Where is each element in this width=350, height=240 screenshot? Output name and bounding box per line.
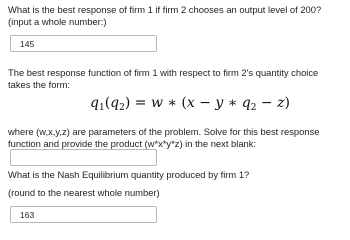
question-2-explanation: where (w,x,y,z) are parameters of the problem. Solve for this best response function and provide the product (w*x*y*z) in the next blank:: [8, 126, 320, 149]
answer-1-input[interactable]: 145: [10, 35, 157, 52]
answer-3-input[interactable]: 163: [10, 206, 157, 223]
formula-q2-subscript: 2: [119, 103, 125, 113]
question-3-note: (round to the nearest whole number): [8, 187, 160, 198]
formula-close-paren: ): [284, 95, 290, 111]
formula-equals: =: [134, 95, 147, 111]
formula-open-paren: (: [181, 95, 187, 111]
formula-q-var: q: [90, 95, 99, 111]
formula-y: y: [215, 95, 224, 111]
formula-q-arg-var: q: [110, 95, 120, 111]
formula-x: x: [186, 95, 195, 111]
formula-q1-subscript: 1: [98, 103, 105, 113]
question-1-text: What is the best response of firm 1 if firm 2 chooses an output level of 200? (input a whole number:): [8, 4, 322, 27]
best-response-formula: $q_1(q_2) = w$ ∗ (x − y ∗ $q_2 - z$): [90, 95, 290, 113]
formula-times-1: ∗: [167, 95, 177, 111]
formula-times-2: ∗: [227, 95, 238, 111]
formula-minus-1: −: [199, 95, 211, 111]
question-2-text: The best response function of firm 1 with respect to firm 2's quantity choice takes the form:: [8, 67, 319, 90]
formula-z: z: [277, 95, 285, 111]
formula-q: q: [241, 95, 251, 111]
question-3-text: What is the Nash Equilibrium quantity produced by firm 1?: [8, 169, 250, 180]
answer-2-input[interactable]: [10, 149, 157, 166]
formula-w: w: [150, 95, 163, 111]
formula-q-subscript: 2: [250, 103, 257, 113]
formula-minus-2: −: [260, 95, 273, 111]
